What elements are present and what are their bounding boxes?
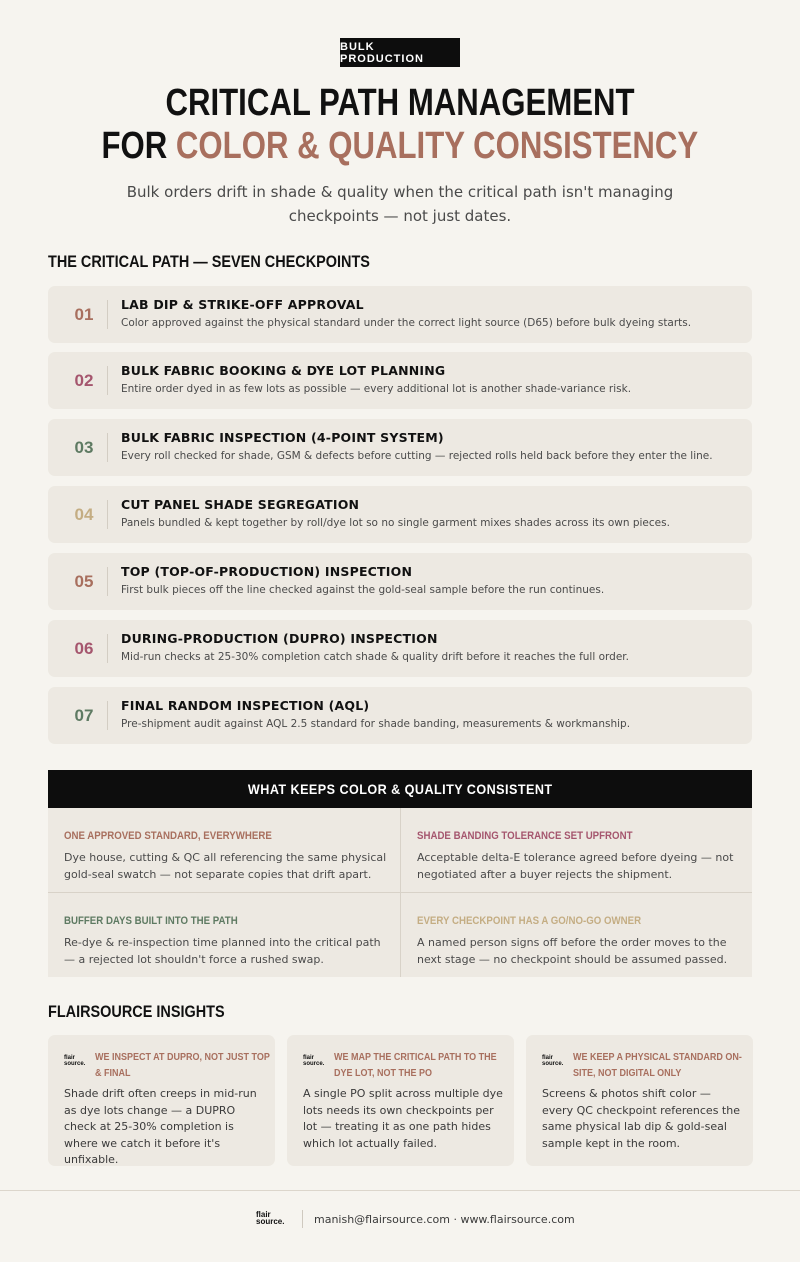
checkpoint-divider xyxy=(107,366,108,395)
flairsource-logo: flair source. xyxy=(64,1055,86,1067)
flairsource-logo: flair source. xyxy=(542,1055,564,1067)
checkpoint-number: 06 xyxy=(74,638,94,658)
checkpoint-description: First bulk pieces off the line checked against the gold-seal sample before the run continues. xyxy=(121,584,605,596)
checkpoint-title: CUT PANEL SHADE SEGREGATION xyxy=(121,497,360,512)
checkpoint-divider xyxy=(107,701,108,730)
checkpoint-number: 02 xyxy=(74,370,94,390)
checkpoint-item xyxy=(48,352,752,409)
checkpoint-description: Mid-run checks at 25-30% completion catch shade & quality drift before it reaches the full order. xyxy=(121,651,629,663)
keeps-item xyxy=(64,909,394,968)
keeps-item xyxy=(417,909,747,968)
title-prefix: FOR xyxy=(101,125,177,167)
keeps-item-title: BUFFER DAYS BUILT INTO THE PATH xyxy=(64,915,238,927)
keeps-grid xyxy=(48,808,752,977)
checkpoint-number: 03 xyxy=(74,437,94,457)
insight-title: WE KEEP A PHYSICAL STANDARD ON-SITE, NOT DIGITAL ONLY xyxy=(573,1052,742,1079)
page-title-line-2 xyxy=(0,124,800,168)
insights-heading: FLAIRSOURCE INSIGHTS xyxy=(48,1002,225,1021)
checkpoint-item xyxy=(48,286,752,343)
checkpoint-description: Every roll checked for shade, GSM & defects before cutting — rejected rolls held back before they enter the line. xyxy=(121,450,713,462)
insight-title: WE INSPECT AT DUPRO, NOT JUST TOP & FINAL xyxy=(95,1052,270,1079)
keeps-item-title: SHADE BANDING TOLERANCE SET UPFRONT xyxy=(417,830,633,842)
keeps-item-description: Acceptable delta-E tolerance agreed before dyeing — not negotiated after a buyer rejects the shipment. xyxy=(417,851,734,881)
checkpoint-divider xyxy=(107,634,108,663)
checkpoint-title: LAB DIP & STRIKE-OFF APPROVAL xyxy=(121,297,364,312)
title-accent: COLOR & QUALITY CONSISTENCY xyxy=(176,125,699,167)
checkpoint-description: Pre-shipment audit against AQL 2.5 standard for shade banding, measurements & workmanship. xyxy=(121,718,631,730)
keeps-item xyxy=(64,824,394,883)
category-badge: BULK PRODUCTION xyxy=(340,38,460,67)
footer-logo: flair source. xyxy=(256,1210,285,1226)
keeps-item-description: Dye house, cutting & QC all referencing the same physical gold-seal swatch — not separate copies that drift apart. xyxy=(64,851,387,881)
checkpoint-item xyxy=(48,553,752,610)
flairsource-logo: flair source. xyxy=(303,1055,325,1067)
grid-divider-horizontal xyxy=(48,892,752,893)
checkpoint-divider xyxy=(107,433,108,462)
keeps-item-description: Re-dye & re-inspection time planned into the critical path — a rejected lot shouldn't force a rushed swap. xyxy=(64,936,381,966)
keeps-item-title: EVERY CHECKPOINT HAS A GO/NO-GO OWNER xyxy=(417,915,642,927)
insight-description: Screens & photos shift color — every QC checkpoint references the same physical lab dip & gold-seal sample kept in the room. xyxy=(542,1087,740,1150)
insight-title: WE MAP THE CRITICAL PATH TO THE DYE LOT, NOT THE PO xyxy=(334,1052,497,1079)
checkpoint-number: 05 xyxy=(74,571,94,591)
insight-card xyxy=(287,1035,514,1166)
checkpoint-divider xyxy=(107,567,108,596)
checkpoint-title: FINAL RANDOM INSPECTION (AQL) xyxy=(121,698,370,713)
checkpoint-title: TOP (TOP-OF-PRODUCTION) INSPECTION xyxy=(121,564,413,579)
keeps-item xyxy=(417,824,747,883)
checkpoint-description: Panels bundled & kept together by roll/dye lot so no single garment mixes shades across its own pieces. xyxy=(121,517,670,529)
footer-separator xyxy=(302,1210,303,1228)
page-subtitle: Bulk orders drift in shade & quality when the critical path isn't managing checkpoints — not just dates. xyxy=(126,183,674,225)
checkpoint-title: BULK FABRIC INSPECTION (4-POINT SYSTEM) xyxy=(121,430,444,445)
checkpoint-number: 07 xyxy=(74,705,94,725)
keeps-item-title: ONE APPROVED STANDARD, EVERYWHERE xyxy=(64,830,272,842)
keeps-header: WHAT KEEPS COLOR & QUALITY CONSISTENT xyxy=(48,770,752,808)
insight-description: Shade drift often creeps in mid-run as dye lots change — a DUPRO check at 25-30% completion is where we catch it before it's unfixable. xyxy=(64,1087,257,1166)
checkpoint-title: DURING-PRODUCTION (DUPRO) INSPECTION xyxy=(121,631,438,646)
checkpoint-divider xyxy=(107,300,108,329)
keeps-item-description: A named person signs off before the order moves to the next stage — no checkpoint should be assumed passed. xyxy=(417,936,728,966)
insight-description: A single PO split across multiple dye lots needs its own checkpoints per lot — treating it as one path hides which lot actually failed. xyxy=(303,1087,503,1150)
insight-card xyxy=(48,1035,275,1166)
checkpoints-heading: THE CRITICAL PATH — SEVEN CHECKPOINTS xyxy=(48,252,370,271)
checkpoint-description: Entire order dyed in as few lots as possible — every additional lot is another shade-variance risk. xyxy=(121,383,632,395)
checkpoint-description: Color approved against the physical standard under the correct light source (D65) before bulk dyeing starts. xyxy=(121,317,692,329)
checkpoint-number: 04 xyxy=(74,504,94,524)
checkpoint-title: BULK FABRIC BOOKING & DYE LOT PLANNING xyxy=(121,363,446,378)
footer-contact[interactable]: manish@flairsource.com · www.flairsource.com xyxy=(314,1213,575,1226)
checkpoint-item xyxy=(48,620,752,677)
footer-divider xyxy=(0,1190,800,1191)
checkpoint-item xyxy=(48,486,752,543)
checkpoint-item xyxy=(48,687,752,744)
checkpoint-divider xyxy=(107,500,108,529)
insight-card xyxy=(526,1035,753,1166)
checkpoint-item xyxy=(48,419,752,476)
page-title-line-1: CRITICAL PATH MANAGEMENT xyxy=(165,82,635,124)
checkpoint-number: 01 xyxy=(74,304,94,324)
